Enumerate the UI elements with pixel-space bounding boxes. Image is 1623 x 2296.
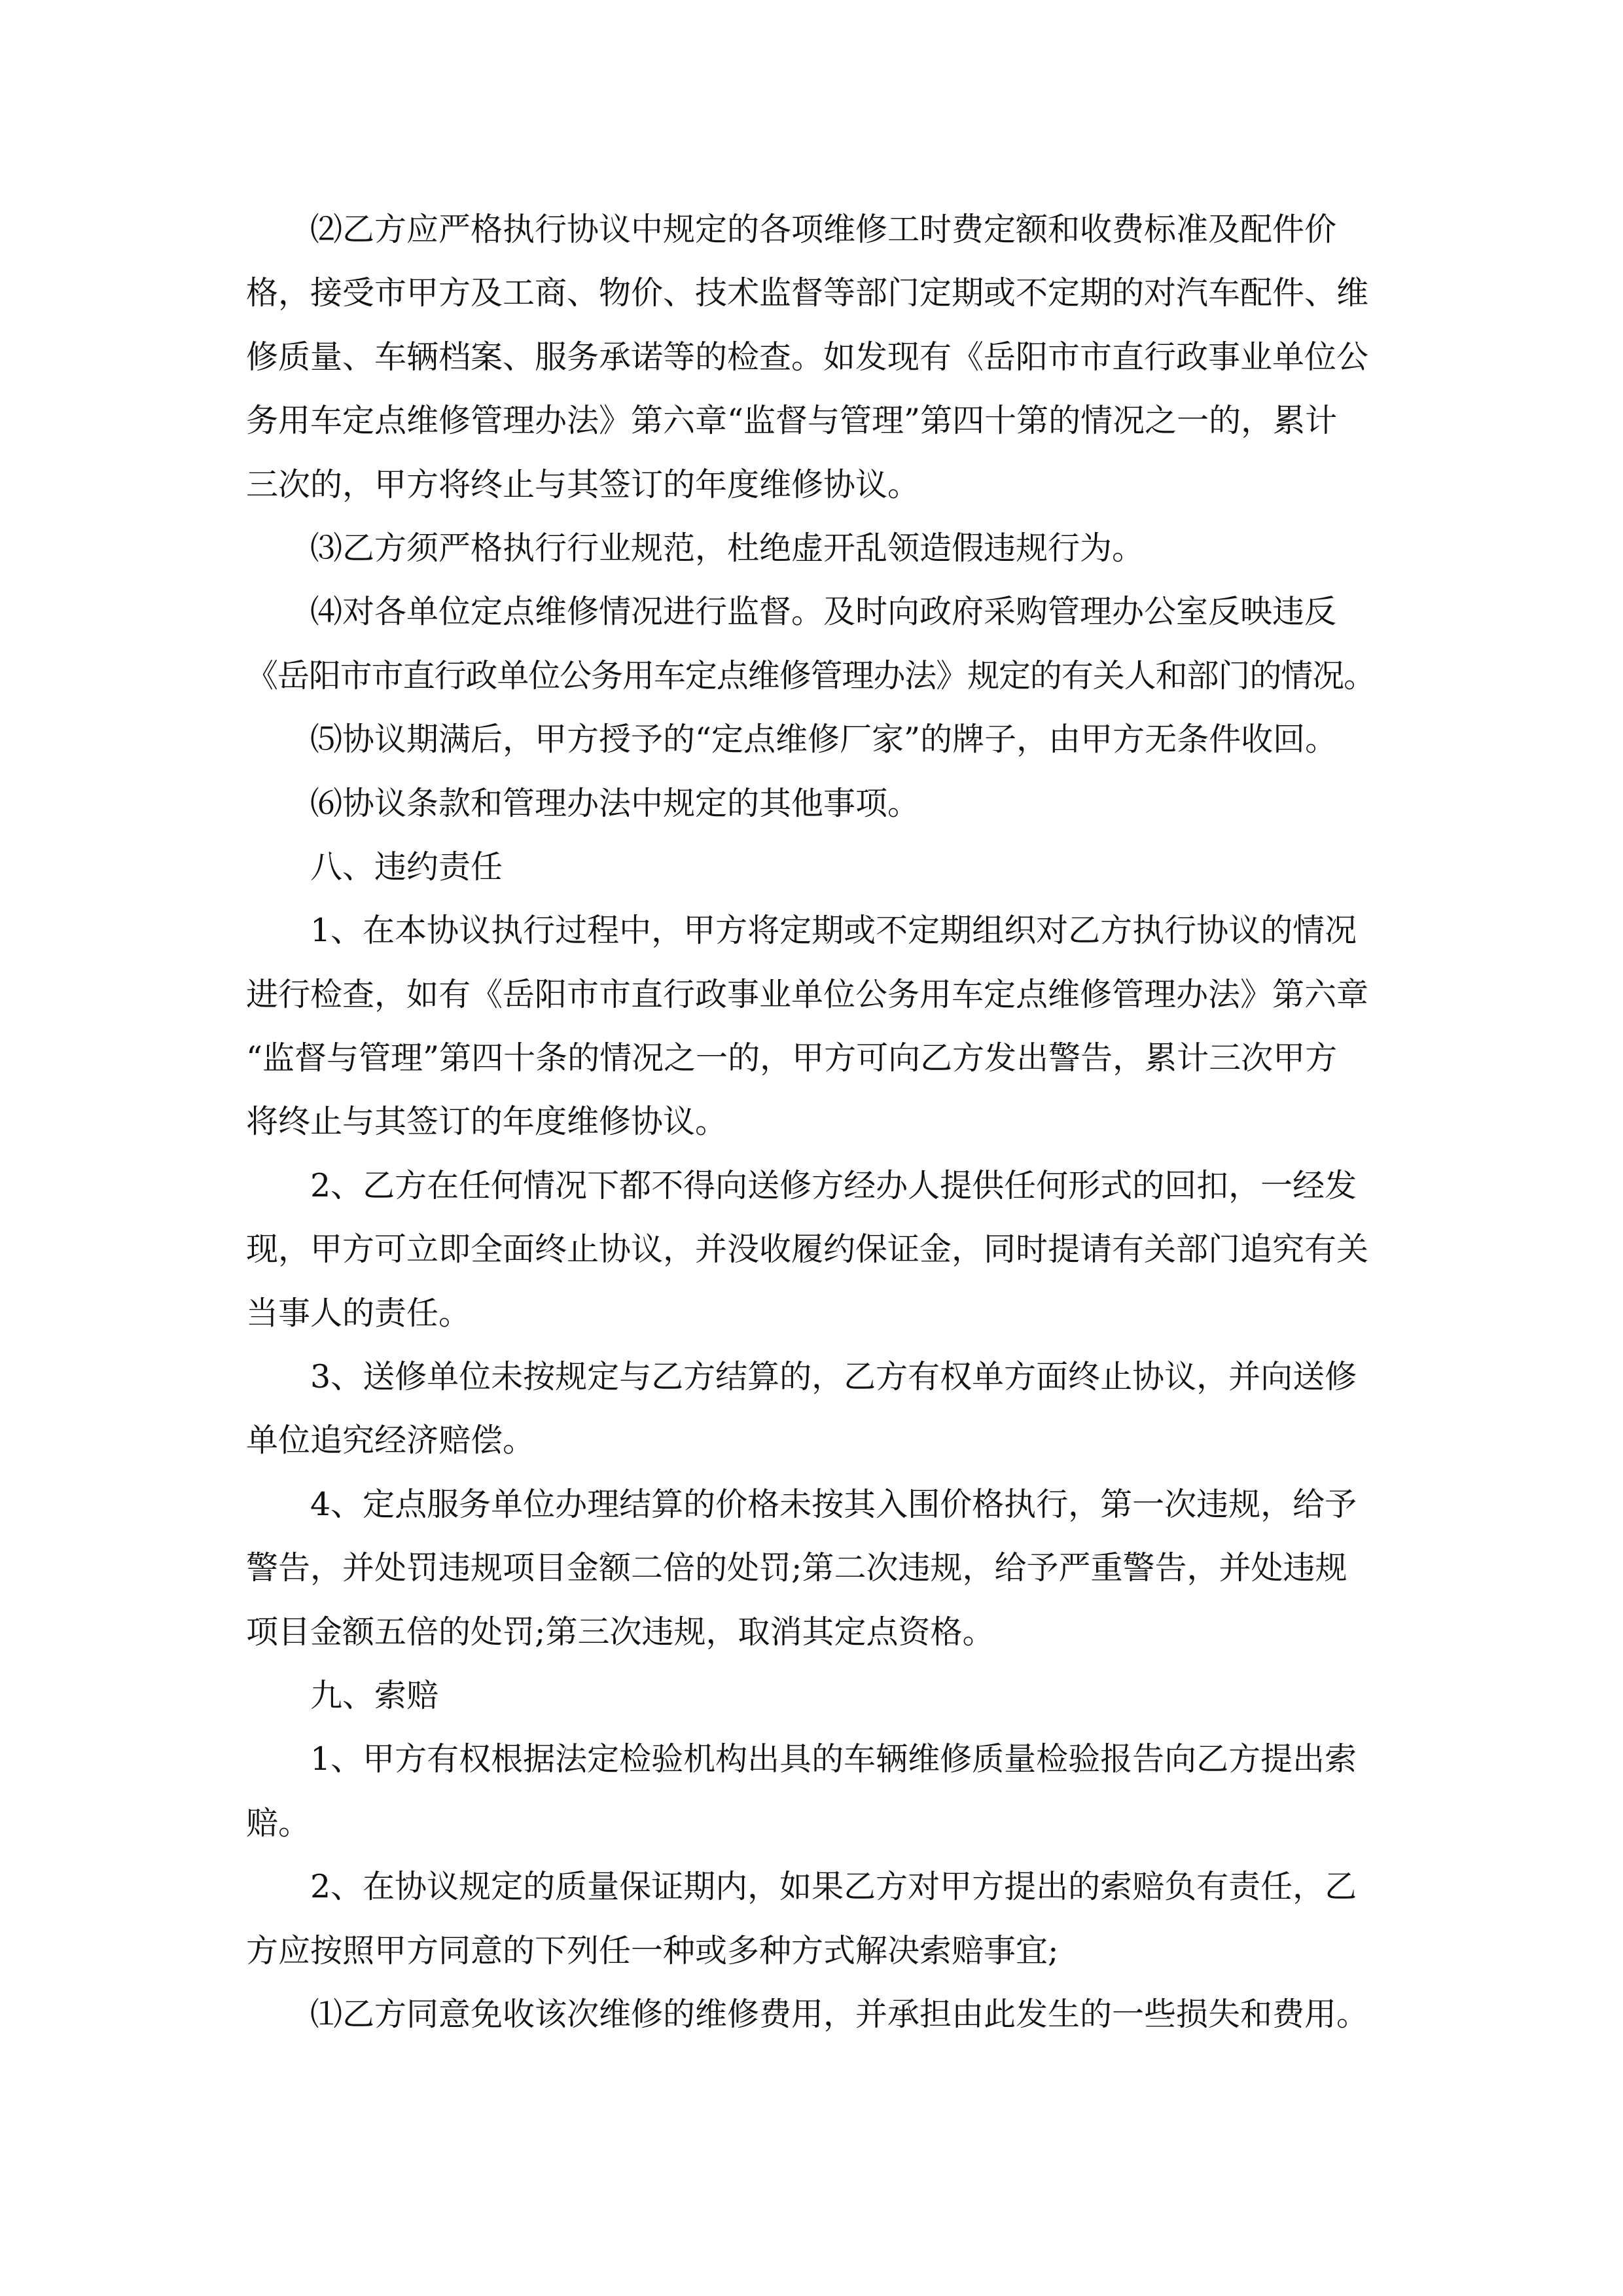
text-line: 单位追究经济赔偿。: [246, 1422, 535, 1460]
text-line: 3、送修单位未按规定与乙方结算的，乙方有权单方面终止协议，并向送修: [310, 1358, 1357, 1396]
document-body: [246, 198, 1375, 2046]
text-line: 进行检查，如有《岳阳市市直行政事业单位公务用车定点维修管理办法》第六章: [246, 975, 1369, 1013]
text-line: 1、在本协议执行过程中，甲方将定期或不定期组织对乙方执行协议的情况: [310, 912, 1357, 950]
paragraph: [246, 1345, 1375, 1473]
text-line: 九、索赔: [310, 1676, 439, 1714]
paragraph: [246, 708, 1375, 771]
paragraph: [246, 516, 1375, 580]
text-line: ⑹协议条款和管理办法中规定的其他事项。: [310, 784, 920, 822]
text-line: 格，接受市甲方及工商、物价、技术监督等部门定期或不定期的对汽车配件、维: [246, 274, 1369, 312]
text-line: 八、违约责任: [310, 848, 503, 886]
paragraph: [246, 580, 1375, 708]
text-line: ⑶乙方须严格执行行业规范，杜绝虚开乱领造假违规行为。: [310, 529, 1145, 567]
text-line: 三次的，甲方将终止与其签订的年度维修协议。: [246, 465, 920, 503]
text-line: 方应按照甲方同意的下列任一种或多种方式解决索赔事宜;: [246, 1931, 1059, 1969]
text-line: 警告，并处罚违规项目金额二倍的处罚;第二次违规，给予严重警告，并处违规: [246, 1549, 1347, 1587]
text-line: 《岳阳市市直行政单位公务用车定点维修管理办法》规定的有关人和部门的情况。: [246, 656, 1376, 694]
paragraph: [246, 1855, 1375, 1982]
text-line: 修质量、车辆档案、服务承诺等的检查。如发现有《岳阳市市直行政事业单位公: [246, 338, 1369, 376]
paragraph: [246, 772, 1375, 835]
paragraph: [246, 899, 1375, 1154]
text-line: 务用车定点维修管理办法》第六章“监督与管理”第四十第的情况之一的，累计: [246, 402, 1338, 440]
text-line: “监督与管理”第四十条的情况之一的，甲方可向乙方发出警告，累计三次甲方: [246, 1039, 1338, 1077]
paragraph: [246, 835, 1375, 899]
text-line: 2、乙方在任何情况下都不得向送修方经办人提供任何形式的回扣，一经发: [310, 1166, 1357, 1204]
text-line: ⑸协议期满后，甲方授予的“定点维修厂家”的牌子，由甲方无条件收回。: [310, 721, 1338, 759]
text-line: ⑷对各单位定点维修情况进行监督。及时向政府采购管理办公室反映违反: [310, 593, 1337, 631]
text-line: ⑵乙方应严格执行协议中规定的各项维修工时费定额和收费标准及配件价: [310, 211, 1337, 248]
text-line: 项目金额五倍的处罚;第三次违规，取消其定点资格。: [246, 1613, 995, 1651]
paragraph: [246, 1154, 1375, 1345]
text-line: ⑴乙方同意免收该次维修的维修费用，并承担由此发生的一些损失和费用。: [310, 1995, 1369, 2033]
text-line: 现，甲方可立即全面终止协议，并没收履约保证金，同时提请有关部门追究有关: [246, 1230, 1369, 1268]
paragraph: [246, 1982, 1375, 2046]
text-line: 2、在协议规定的质量保证期内，如果乙方对甲方提出的索赔负有责任，乙: [310, 1868, 1357, 1906]
text-line: 当事人的责任。: [246, 1294, 471, 1332]
paragraph: [246, 1727, 1375, 1855]
text-line: 1、甲方有权根据法定检验机构出具的车辆维修质量检验报告向乙方提出索: [310, 1740, 1357, 1778]
paragraph: [246, 198, 1375, 516]
paragraph: [246, 1664, 1375, 1727]
text-line: 将终止与其签订的年度维修协议。: [246, 1103, 728, 1141]
text-line: 赔。: [246, 1804, 311, 1842]
text-line: 4、定点服务单位办理结算的价格未按其入围价格执行，第一次违规，给予: [310, 1485, 1357, 1523]
paragraph: [246, 1473, 1375, 1664]
